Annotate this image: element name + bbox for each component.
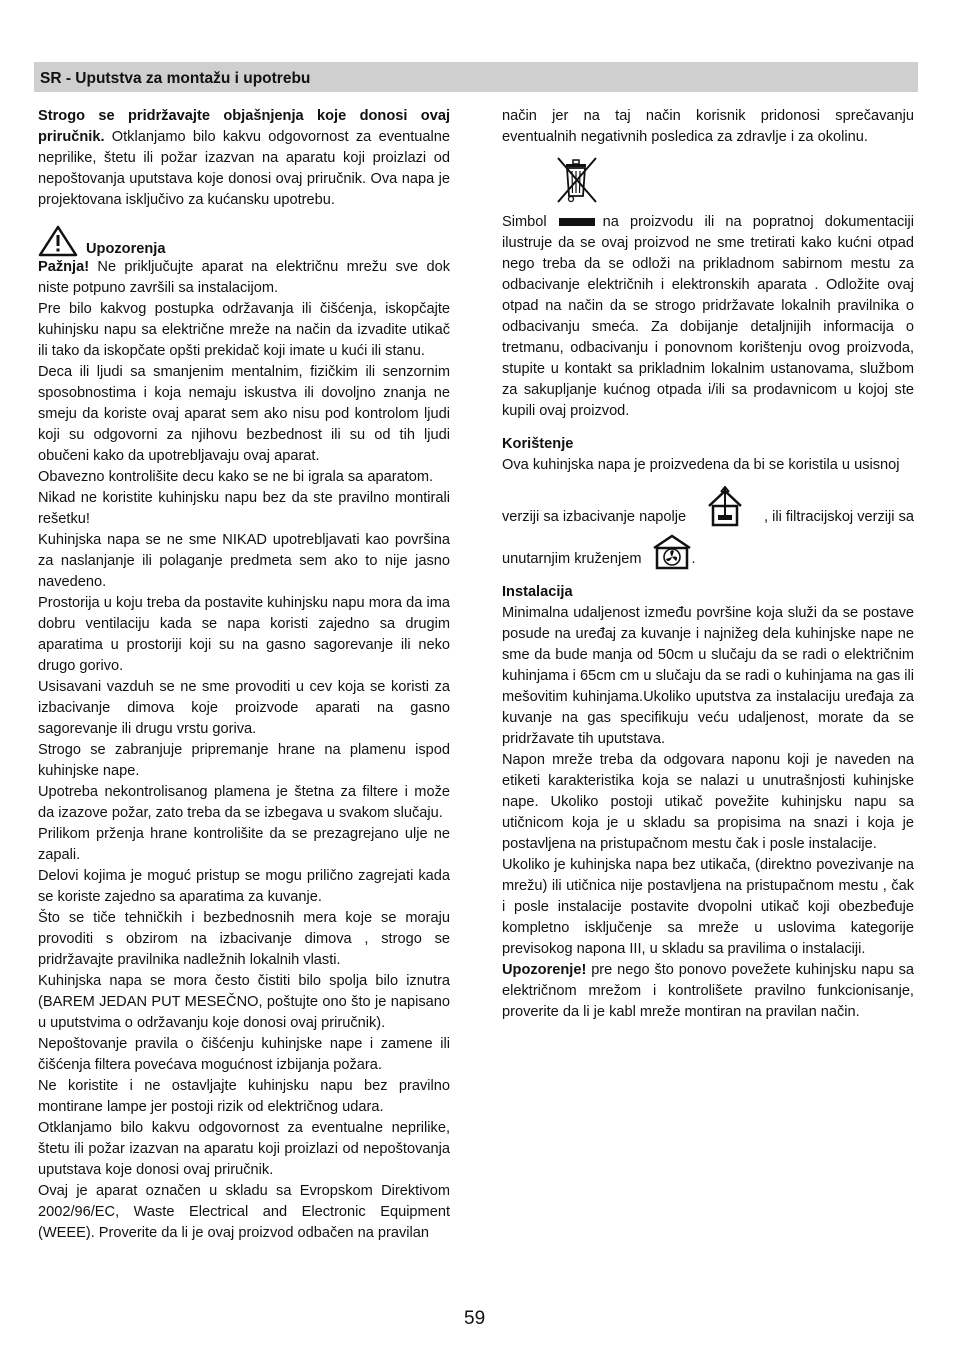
- warnings-heading: [38, 223, 450, 257]
- warning-paragraph: Delovi kojima je moguć pristup se mogu prilično zagrejati kada se koriste zajedno sa aparatima za kuvanje.: [38, 868, 450, 905]
- right-column: [502, 106, 914, 1023]
- warnings-title: Upozorenja: [86, 241, 166, 257]
- final-warning-paragraph: [502, 960, 914, 1023]
- use-title: Korištenje: [502, 436, 574, 452]
- warning-paragraph: Ne koristite i ne ostavljajte kuhinjsku napu bez pravilno montirane lampe jer postoji rizik od električnog udara.: [38, 1078, 450, 1115]
- warning-paragraph: Obavezno kontrolišite decu kako se ne bi igrala sa aparatom.: [38, 469, 434, 485]
- warning-paragraph: Nikad ne koristite kuhinjsku napu bez da ste pravilno montirali rešetku!: [38, 490, 450, 527]
- caution-text: Ne priključujte aparat na električnu mrežu sve dok niste potpuno završili sa instalacijom.: [38, 259, 450, 296]
- warning-paragraph: Nepoštovanje pravila o čišćenju kuhinjske nape i zamene ili čišćenja filtera povećava mogućnost izbijanja požara.: [38, 1036, 450, 1073]
- warning-paragraph: Što se tiče tehničkih i bezbednosnih mera koje se moraju provoditi s obzirom na izbacivanje dimova , strogo se pridržavajte pravilnika nadležnih lokalnih vlasti.: [38, 910, 450, 968]
- warning-paragraph: Usisavani vazduh se ne sme provoditi u cev koja se koristi za izbacivanje dimova koje proizvode aparati na gasno sagorevanje ili drugu vrstu goriva.: [38, 679, 450, 737]
- warning-paragraph: Kuhinjska napa se mora često čistiti bilo spolja bilo iznutra (BAREM JEDAN PUT MESEČNO, poštujte ono što je napisano u uputstvima o održavanju koje donosi ovaj priručnik).: [38, 973, 450, 1031]
- section-header: [34, 62, 918, 92]
- use-recirc-row: [502, 534, 914, 570]
- intro-text: Otklanjamo bilo kakvu odgovornost za eventualne neprilike, štetu ili požar izazvan na aparatu koji proizlazi od nepoštovanja uputstava koje donosi ovaj priručnik. Ova napa je projektovana isključivo za kućansku upotrebu.: [38, 129, 450, 208]
- install-paragraph: Ukoliko je kuhinjska napa bez utikača, (direktno povezivanje na mrežu) ili utičnica nije postavljena na pristupačnom mestu , čak i posle instalacije postavite dvopolni utikač koji obezbeđuje kompletno isključenje sa mreže u uslovima kategorije previsokog napona III, u skladu sa pravilima o instalaciji.: [502, 857, 914, 957]
- warning-paragraph: Pre bilo kakvog postupka održavanja ili čišćenja, iskopčajte kuhinjsku napu sa električne mreže na način da izvadite utikač ili tako da iskopčate opšti prekidač koji imate u kući ili stanu.: [38, 301, 450, 359]
- use-versions-row: [502, 486, 914, 528]
- warning-paragraph: Strogo se zabranjuje pripremanje hrane na plamenu ispod kuhinjske nape.: [38, 742, 450, 779]
- warning-paragraph: Prilikom prženja hrane kontrolišite da se prezagrejano ulje ne zapali.: [38, 826, 450, 863]
- left-column: [38, 106, 450, 1244]
- weee-paragraph: Ovaj je aparat označen u skladu sa Evropskom Direktivom 2002/96/EC, Waste Electrical and Electronic Equipment (WEEE). Proverite da li je ovaj proizvod odbačen na pravilan: [38, 1183, 450, 1241]
- caution-bold: Pažnja!: [38, 259, 90, 275]
- weee-icon-wrap: [554, 156, 914, 206]
- warning-paragraph: Upotreba nekontrolisanog plamena je štetna za filtere i može da izazove požar, zato treba da se izbegava u svakom slučaju.: [38, 784, 450, 821]
- install-paragraph: Napon mreže treba da odgovara naponu koji je naveden na etiketi karakteristika koja se nalazi u unutrašnjosti kuhinjske nape. Ukoliko postoji utikač povežite kuhinjsku napu sa utičnicom koja je u skladu sa propisima na snazi i koja je postavljena na pristupačnom mestu čak i posle instalacije.: [502, 752, 914, 852]
- intro-paragraph: [38, 106, 450, 211]
- section-title: SR - Uputstva za montažu i upotrebu: [40, 70, 311, 87]
- page-number: 59: [464, 1308, 486, 1329]
- warning-paragraph: Kuhinjska napa se ne sme NIKAD upotrebljavati kao površina za naslanjanje ili polaganje predmeta sem ako to nije jasno navedeno.: [38, 532, 450, 590]
- weee-continuation: način jer na taj način korisnik pridonosi sprečavanju eventualnih negativnih posledica za zdravlje i za okolinu.: [502, 108, 914, 145]
- warning-paragraph: Otklanjamo bilo kakvu odgovornost za eventualne neprilike, štetu ili požar izazvan na aparatu koji proizlazi od nepoštovanja uputstava koje donosi ovaj priručnik.: [38, 1120, 450, 1178]
- recirculation-fan-icon: [652, 534, 692, 570]
- caution-paragraph: [38, 257, 450, 299]
- use-part3: unutarnjim kruženjem: [502, 551, 642, 567]
- use-line: Ova kuhinjska napa je proizvedena da bi se koristila u usisnoj: [502, 457, 900, 473]
- crossed-bin-icon: [554, 156, 600, 204]
- intro-bold: Strogo se pridržavajte objašnjenja koje donosi ovaj priručnik.: [38, 108, 450, 145]
- symbol-text: na proizvodu ili na popratnoj dokumentaciji ilustruje da se ovaj proizvod ne sme tretirati kako kućni otpad nego treba da se odloži na prikladnom sabirnom mestu za odbacivanje električnih i elektronskih aparata . Odložite ovaj otpad na način da se strogo pridržavate lokalnih pravilnika o odbacivanju smeća. Za dobijanje detaljnijih informacija o tretmanu, odbacivanju i ponovnom korištenju ovog proizvoda, stupite u kontakt sa prikladnim lokalnim ustanovama, službom za sakupljanje kućnog otpada i/ili sa prodavnicom u kojoj ste kupili ovaj proizvod.: [502, 214, 914, 419]
- warning-triangle-icon: [38, 225, 78, 257]
- final-warning-text: pre nego što ponovo povežete kuhinjsku napu sa električnom mrežom i kontrolišete pravilno funkcionisanje, proverite da li je kabl mreže montiran na pravilan način.: [502, 962, 914, 1020]
- install-paragraph: Minimalna udaljenost između površine koja služi da se postave posude na uređaj za kuvanje i najnižeg dela kuhinjske nape ne sme da bude manja od 50cm u slučaju da se radi o električnim kuhinjama i 65cm cm u slučaju da se radi o kuhinjama na gas ili mešovitim kuhinjama.Ukoliko uputstva za instalaciju uređaja za kuvanje na gas specifikuju veću udaljenost, morate da se pridržavate tih uputstava.: [502, 605, 914, 747]
- black-bar-symbol-icon: [559, 218, 595, 226]
- warning-paragraph: Prostorija u koju treba da postavite kuhinjsku napu mora da ima dobru ventilaciju kada se napa koristi zajedno sa drugim aparatima u prostoriji koji su na gasno sagorevanje ili neko drugo gorivo.: [38, 595, 450, 674]
- symbol-paragraph: [502, 212, 914, 422]
- install-title: Instalacija: [502, 584, 573, 600]
- final-warning-bold: Upozorenje!: [502, 962, 587, 978]
- warning-paragraph: Deca ili ljudi sa smanjenim mentalnim, fizičkim ili senzornim sposobnostima i koja nemaju iskustva ili dovoljno znanja ne smeju da koriste ovaj aparat sem ako nisu pod kontrolom ljudi koji su odgovorni za njihovu bezbednost ili su od tih ljudi obučeni kako da upotrebljavaju ovaj aparat.: [38, 364, 450, 464]
- extraction-house-icon: [706, 486, 744, 528]
- use-part2: , ili filtracijskoj verziji sa: [763, 509, 914, 525]
- use-part4: .: [691, 551, 696, 567]
- symbol-word: Simbol: [502, 214, 547, 230]
- use-part1: verziji sa izbacivanje napolje: [502, 509, 687, 525]
